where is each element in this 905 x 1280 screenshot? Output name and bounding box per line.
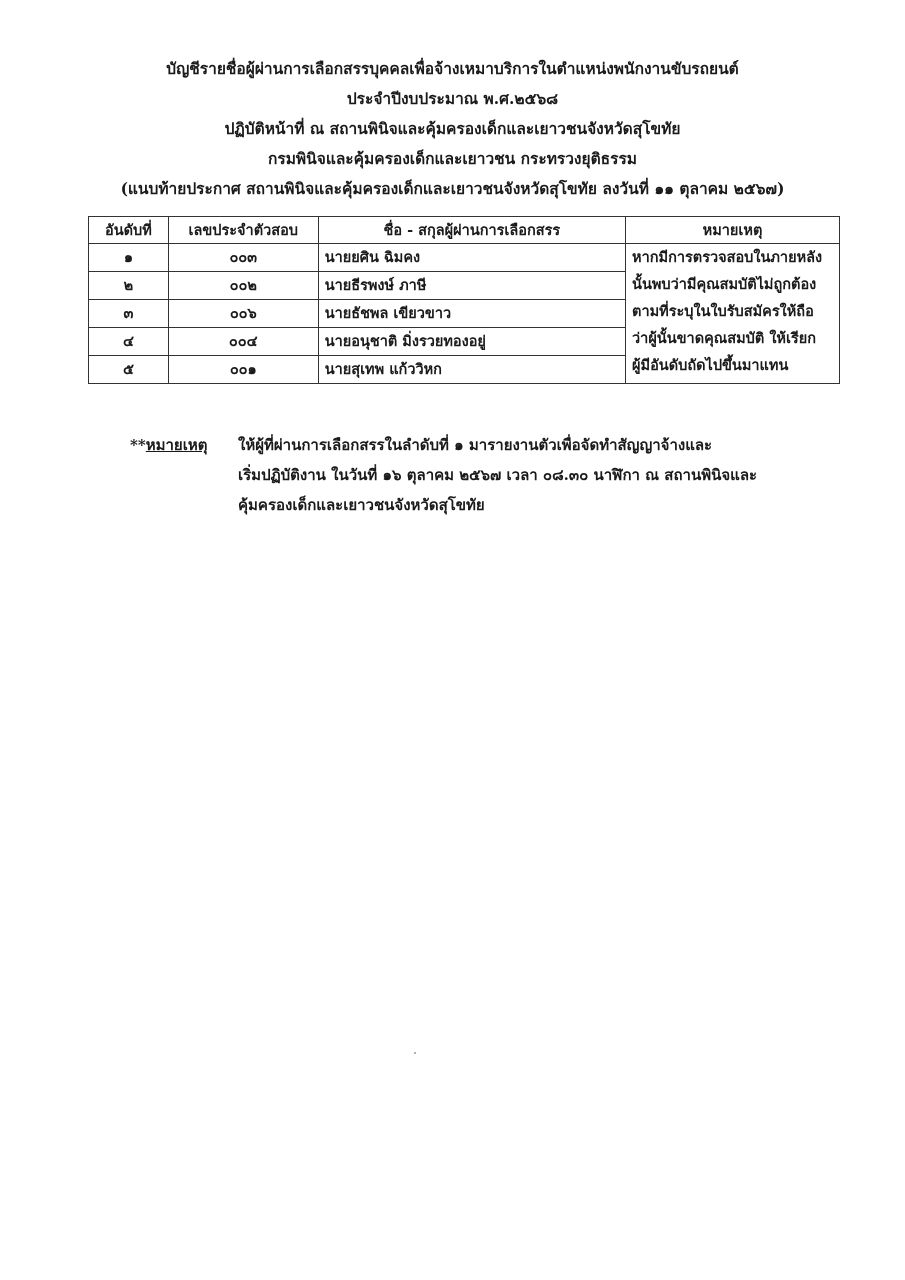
rank-cell: ๓ [89,300,169,328]
name-cell: นายยศิน ฉิมคง [318,244,625,272]
title-line-1: บัญชีรายชื่อผู้ผ่านการเลือกสรรบุคคลเพื่อจ้างเหมาบริการในตำแหน่งพนักงานขับรถยนต์ [166,59,739,78]
table-header-row [89,217,840,244]
rank-cell: ๒ [89,272,169,300]
name-cell: นายอนุชาติ มิ่งรวยทองอยู่ [318,328,625,356]
exam-id-cell: ๐๐๖ [168,300,318,328]
title-line-4: กรมพินิจและคุ้มครองเด็กและเยาวชน กระทรวงยุติธรรม [268,149,637,168]
title-line-5: (แนบท้ายประกาศ สถานพินิจและคุ้มครองเด็กและเยาวชนจังหวัดสุโขทัย ลงวันที่ ๑๑ ตุลาคม ๒๕๖๗) [120,179,785,198]
remark-line: ผู้มีอันดับถัดไปขึ้นมาแทน [632,357,789,374]
rank-cell: ๑ [89,244,169,272]
note-prefix: ** [130,436,146,454]
note-label-text: หมายเหตุ [145,436,208,454]
remark-line: นั้นพบว่ามีคุณสมบัติไม่ถูกต้อง [632,276,817,293]
title-line-3: ปฏิบัติหน้าที่ ณ สถานพินิจและคุ้มครองเด็กและเยาวชนจังหวัดสุโขทัย [224,119,681,138]
scan-speck [414,1052,416,1054]
remark-line: หากมีการตรวจสอบในภายหลัง [632,249,823,266]
note-line: คุ้มครองเด็กและเยาวชนจังหวัดสุโขทัย [238,496,485,514]
exam-id-cell: ๐๐๔ [168,328,318,356]
rank-cell: ๕ [89,356,169,384]
name-cell: นายสุเทพ แก้ววิหก [318,356,625,384]
exam-id-cell: ๐๐๑ [168,356,318,384]
exam-id-cell: ๐๐๓ [168,244,318,272]
column-header-rank: อันดับที่ [89,217,169,244]
note-line: ให้ผู้ที่ผ่านการเลือกสรรในลำดับที่ ๑ มารายงานตัวเพื่อจัดทำสัญญาจ้างและ [238,436,713,454]
name-cell: นายธีรพงษ์ ภาษี [318,272,625,300]
exam-id-cell: ๐๐๒ [168,272,318,300]
remark-cell [626,244,840,384]
note-body [238,430,838,520]
remark-line: ตามที่ระบุในใบรับสมัครให้ถือ [632,303,814,320]
table-row [89,244,840,272]
note-label [130,430,207,460]
results-table [88,216,840,384]
note-line: เริ่มปฏิบัติงาน ในวันที่ ๑๖ ตุลาคม ๒๕๖๗ เวลา ๐๘.๓๐ นาฬิกา ณ สถานพินิจและ [238,466,758,484]
column-header-exam-id: เลขประจำตัวสอบ [168,217,318,244]
column-header-name: ชื่อ - สกุลผู้ผ่านการเลือกสรร [318,217,625,244]
name-cell: นายธัชพล เขียวขาว [318,300,625,328]
title-line-2: ประจำปีงบประมาณ พ.ศ.๒๕๖๘ [346,89,559,108]
rank-cell: ๔ [89,328,169,356]
document-title-block [0,54,905,204]
column-header-remark: หมายเหตุ [626,217,840,244]
remark-line: ว่าผู้นั้นขาดคุณสมบัติ ให้เรียก [632,330,816,347]
